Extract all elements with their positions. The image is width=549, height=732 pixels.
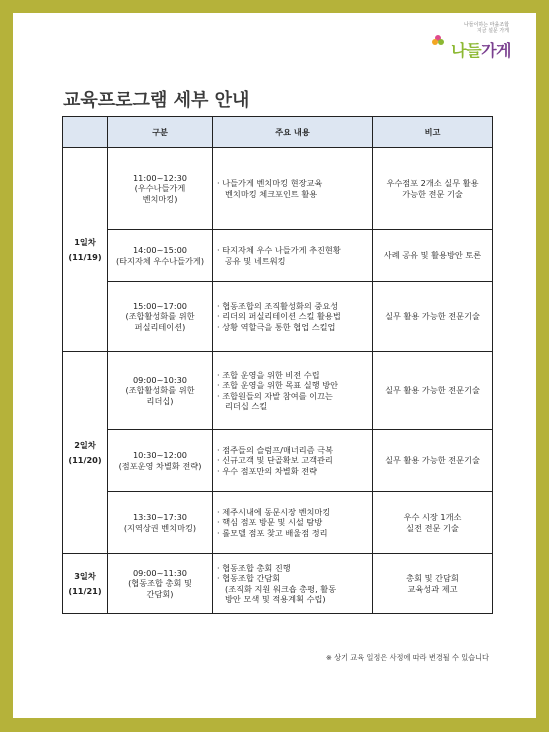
note-cell xyxy=(373,352,493,430)
bullet-icon: · xyxy=(217,465,223,476)
content-text: 벤치마킹 체크포인트 활용 xyxy=(225,188,318,199)
content-text: 리더십 스킬 xyxy=(225,401,268,411)
content-text: 타지자체 우수 나들가게 추진현황 xyxy=(222,245,341,255)
content-text: 상황 역할극을 통한 협업 스킬업 xyxy=(222,321,336,332)
session-cell xyxy=(108,230,213,282)
bullet-icon: · xyxy=(217,562,223,573)
content-text: 나들가게 벤치마킹 현장교육 xyxy=(222,178,323,188)
content-item xyxy=(217,189,372,200)
day-label: 3일차 xyxy=(74,571,96,581)
header-note: 비고 xyxy=(373,117,493,148)
bullet-icon: · xyxy=(217,369,223,380)
bullet-icon: · xyxy=(217,573,223,583)
header-day xyxy=(63,117,108,148)
bullet-icon: · xyxy=(217,380,223,390)
note-cell xyxy=(373,282,493,352)
session-time: 09:00~11:30 xyxy=(132,567,188,578)
content-item xyxy=(217,301,372,312)
content-item xyxy=(217,256,372,267)
session-cell xyxy=(108,554,213,614)
session-time: 14:00~15:00 xyxy=(132,245,188,255)
session-title: (조합활성화를 위한 xyxy=(125,385,195,396)
schedule-table xyxy=(62,116,493,614)
session-time: 10:30~12:00 xyxy=(132,450,188,460)
bullet-icon: · xyxy=(217,390,223,401)
bullet-icon: · xyxy=(217,178,223,188)
session-title: 벤치마킹) xyxy=(142,193,178,204)
session-cell xyxy=(108,352,213,430)
content-cell xyxy=(213,282,373,352)
bullet-icon: · xyxy=(217,311,223,322)
session-title: (협동조합 총회 및 xyxy=(128,578,192,589)
session-time: 11:00~12:30 xyxy=(132,172,188,183)
session-cell xyxy=(108,492,213,554)
content-item xyxy=(217,455,372,466)
content-text: 점주들의 슬럼프/매너리즘 극복 xyxy=(222,444,334,455)
content-text: 공유 및 네트워킹 xyxy=(225,255,286,266)
session-cell xyxy=(108,148,213,230)
content-text: 우수 점포만의 차별화 전략 xyxy=(222,465,318,476)
table-row xyxy=(63,148,493,230)
flower-icon xyxy=(431,34,445,48)
content-item xyxy=(217,311,372,322)
content-item xyxy=(217,445,372,456)
note-cell xyxy=(373,430,493,492)
session-title: (우수나들가게 xyxy=(134,183,186,194)
logo-name: 나들가게 xyxy=(451,41,511,60)
content-text: 핵심 점포 방문 및 시설 탐방 xyxy=(222,517,323,528)
content-item xyxy=(217,507,372,518)
note-cell xyxy=(373,554,493,614)
day-date: (11/20) xyxy=(68,454,102,465)
bullet-icon: · xyxy=(217,455,223,466)
bullet-icon: · xyxy=(217,444,223,455)
session-title: 간담회) xyxy=(146,588,174,599)
content-item xyxy=(217,563,372,574)
day-label: 2일차 xyxy=(74,440,96,450)
table-row xyxy=(63,554,493,614)
content-cell xyxy=(213,554,373,614)
header-content: 주요 내용 xyxy=(213,117,373,148)
table-header-row xyxy=(63,117,493,148)
content-item xyxy=(217,573,372,584)
content-item xyxy=(217,370,372,381)
bullet-icon: · xyxy=(217,506,223,517)
day-label: 1일차 xyxy=(74,237,96,247)
content-cell xyxy=(213,492,373,554)
session-title: (지역상권 벤치마킹) xyxy=(123,522,197,533)
bullet-icon: · xyxy=(217,245,223,255)
note-cell xyxy=(373,492,493,554)
bullet-icon: · xyxy=(217,517,223,528)
note-cell xyxy=(373,230,493,282)
note-text: 우수점포 2개소 실무 활용 xyxy=(386,178,479,188)
table-row xyxy=(63,352,493,430)
content-text: 협동조합의 조직활성화의 중요성 xyxy=(222,300,339,311)
content-item xyxy=(217,466,372,477)
note-cell xyxy=(373,148,493,230)
content-text: 롤모델 점포 찾고 배울점 정리 xyxy=(222,527,328,538)
header-category: 구분 xyxy=(108,117,213,148)
content-text: (조직화 지원 워크숍 총평, 활동 xyxy=(225,583,337,594)
note-text: 총회 및 간담회 xyxy=(406,573,459,583)
content-item xyxy=(217,245,372,256)
nadeul-gage-logo xyxy=(431,22,511,66)
footnote: ※ 상기 교육 일정은 사정에 따라 변경될 수 있습니다 xyxy=(325,653,489,662)
table-row xyxy=(63,282,493,352)
page-title: 교육프로그램 세부 안내 xyxy=(63,90,250,111)
content-item xyxy=(217,391,372,402)
day-cell xyxy=(63,554,108,614)
note-text: 실무 활용 가능한 전문기술 xyxy=(385,455,480,466)
content-item xyxy=(217,380,372,391)
content-text: 조합 운영을 위한 목표 실행 방안 xyxy=(222,380,339,390)
content-text: 방안 모색 및 적용계획 수립) xyxy=(225,594,326,604)
table-row xyxy=(63,230,493,282)
bullet-icon: · xyxy=(217,527,223,538)
session-title: (타지자체 우수나들가게) xyxy=(115,255,205,266)
session-cell xyxy=(108,282,213,352)
logo-tagline: 나들이하는 마을조합 지금 설문 가게 xyxy=(463,22,509,34)
content-item xyxy=(217,517,372,528)
content-cell xyxy=(213,430,373,492)
day-date: (11/21) xyxy=(68,585,102,596)
content-item xyxy=(217,528,372,539)
note-text: 사례 공유 및 활용방안 토론 xyxy=(383,250,482,261)
content-item xyxy=(217,594,372,605)
session-time: 13:30~17:30 xyxy=(132,512,188,522)
note-text: 우수 시장 1개소 xyxy=(403,512,462,522)
content-text: 신규고객 및 단골확보 고객관리 xyxy=(222,455,333,466)
content-text: 협동조합 총회 진행 xyxy=(222,562,291,573)
bullet-icon: · xyxy=(217,300,223,311)
session-title: 리더십) xyxy=(146,395,174,406)
session-title: (점포운영 차별화 전략) xyxy=(118,460,202,471)
content-text: 조합원들의 자발 참여를 이끄는 xyxy=(222,390,333,401)
content-cell xyxy=(213,352,373,430)
note-text: 실무 활용 가능한 전문기술 xyxy=(385,385,480,396)
session-cell xyxy=(108,430,213,492)
day-cell xyxy=(63,352,108,554)
note-text: 교육성과 제고 xyxy=(407,583,458,594)
table-row xyxy=(63,492,493,554)
content-item xyxy=(217,178,372,189)
table-row xyxy=(63,430,493,492)
day-cell xyxy=(63,148,108,352)
session-title: 퍼실리테이션) xyxy=(134,321,186,332)
session-time: 09:00~10:30 xyxy=(132,374,188,385)
content-cell xyxy=(213,230,373,282)
content-item xyxy=(217,401,372,412)
bullet-icon: · xyxy=(217,321,223,332)
content-item xyxy=(217,584,372,595)
content-text: 리더의 퍼실리테이션 스킬 활용법 xyxy=(222,311,341,322)
content-text: 제주시내에 동문시장 벤치마킹 xyxy=(222,506,331,517)
note-text: 가능한 전문 기술 xyxy=(402,188,463,199)
content-text: 협동조합 간담회 xyxy=(222,573,281,583)
content-text: 조합 운영을 위한 비전 수립 xyxy=(222,369,320,380)
session-title: (조합활성화를 위한 xyxy=(125,311,195,322)
session-time: 15:00~17:00 xyxy=(132,300,188,311)
content-item xyxy=(217,322,372,333)
content-cell xyxy=(213,148,373,230)
day-date: (11/19) xyxy=(68,251,102,262)
note-text: 실무 활용 가능한 전문기술 xyxy=(385,311,480,322)
note-text: 실전 전문 기술 xyxy=(406,522,459,533)
